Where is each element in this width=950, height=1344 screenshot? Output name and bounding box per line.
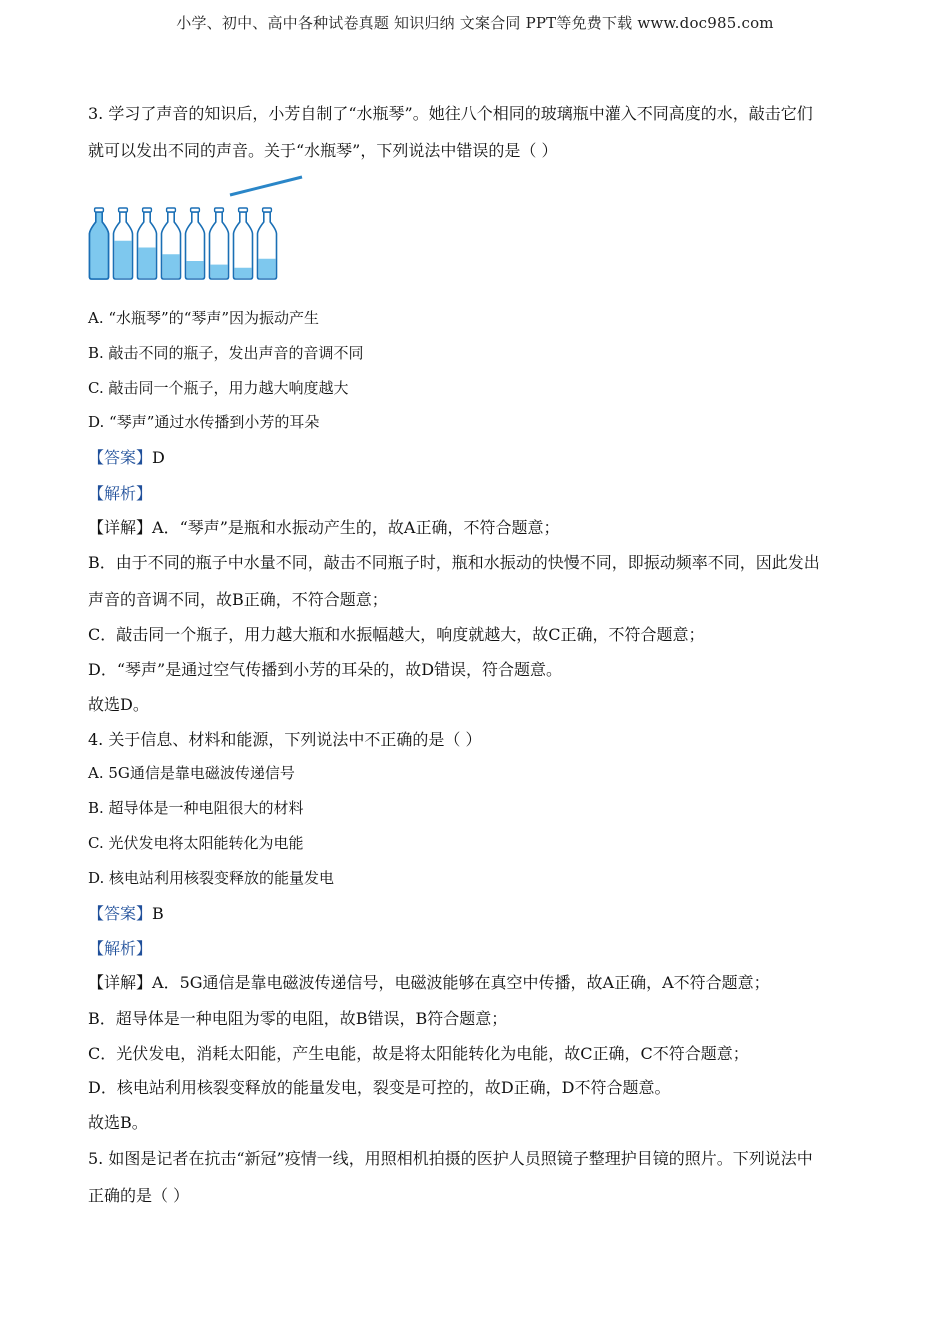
bottle-water	[115, 241, 132, 278]
q3-option-d: D. “琴声”通过水传播到小芳的耳朵	[88, 413, 320, 431]
q3-detail-line1	[88, 515, 560, 538]
q3-answer-row	[88, 445, 165, 468]
q4-analysis-row	[88, 936, 152, 959]
bottle-3	[138, 208, 157, 279]
q4-detail-line4: D．核电站利用核裂变释放的能量发电，裂变是可控的，故D正确，D不符合题意。	[88, 1078, 671, 1097]
bottle-water	[163, 254, 180, 278]
q4-option-c: C. 光伏发电将太阳能转化为电能	[88, 834, 304, 852]
bottle-rim	[191, 208, 200, 212]
q3-detail-line3: 声音的音调不同，故B正确，不符合题意；	[88, 590, 388, 609]
q4-answer-row	[88, 901, 164, 924]
bottle-water	[259, 259, 276, 278]
bottle-rim	[143, 208, 152, 212]
q4-option-b: B. 超导体是一种电阻很大的材料	[88, 799, 304, 817]
bottle-water	[139, 248, 156, 279]
bottle-5	[186, 208, 205, 279]
bottle-7	[234, 208, 253, 279]
bottle-1	[90, 208, 109, 279]
analysis-tag: 【解析】	[88, 939, 153, 958]
detail-tag: 【详解】	[88, 973, 153, 992]
bottle-6	[210, 208, 229, 279]
q4-option-d: D. 核电站利用核裂变释放的能量发电	[88, 869, 335, 887]
q4-detail-line1	[88, 970, 770, 993]
q3-conclusion: 故选D。	[88, 695, 149, 714]
q4-detail-text1: A．5G通信是靠电磁波传递信号，电磁波能够在真空中传播，故A正确，A不符合题意；	[152, 973, 770, 992]
bottle-8	[258, 208, 277, 279]
bottle-4	[162, 208, 181, 279]
q3-detail-text1: A．“琴声”是瓶和水振动产生的，故A正确，不符合题意；	[152, 518, 560, 537]
q3-analysis-row	[88, 481, 152, 504]
q3-stem-line2: 就可以发出不同的声音。关于“水瓶琴”，下列说法中错误的是（ ）	[88, 141, 558, 160]
q4-option-a: A. 5G通信是靠电磁波传递信号	[88, 764, 295, 782]
mallet	[230, 177, 302, 195]
q3-stem-line1: 3. 学习了声音的知识后，小芳自制了“水瓶琴”。她往八个相同的玻璃瓶中灌入不同高度的水，敲击它们	[88, 104, 813, 123]
page-header: 小学、初中、高中各种试卷真题 知识归纳 文案合同 PPT等免费下载 www.doc985.com	[176, 14, 774, 32]
bottle-rim	[263, 208, 272, 212]
q3-option-a: A. “水瓶琴”的“琴声”因为振动产生	[88, 309, 320, 327]
q4-detail-line3: C．光伏发电，消耗太阳能，产生电能，故是将太阳能转化为电能，故C正确，C不符合题意；	[88, 1044, 749, 1063]
q3-option-c: C. 敲击同一个瓶子，用力越大响度越大	[88, 379, 349, 397]
q3-detail-line4: C．敲击同一个瓶子，用力越大瓶和水振幅越大，响度就越大，故C正确，不符合题意；	[88, 625, 705, 644]
bottle-rim	[119, 208, 128, 212]
q5-stem-line2: 正确的是（ ）	[88, 1186, 190, 1205]
answer-tag: 【答案】	[88, 904, 153, 923]
answer-tag: 【答案】	[88, 448, 153, 467]
bottle-water	[235, 268, 252, 278]
detail-tag: 【详解】	[88, 518, 153, 537]
bottle-2	[114, 208, 133, 279]
bottle-water	[187, 261, 204, 278]
bottle-rim	[215, 208, 224, 212]
q4-stem: 4. 关于信息、材料和能源，下列说法中不正确的是（ ）	[88, 730, 482, 749]
analysis-tag: 【解析】	[88, 484, 153, 503]
q3-detail-line5: D．“琴声”是通过空气传播到小芳的耳朵的，故D错误，符合题意。	[88, 660, 563, 679]
bottle-water-full	[90, 212, 109, 279]
q3-answer-value: D	[152, 448, 165, 467]
q4-answer-value: B	[152, 904, 164, 923]
bottle-rim	[239, 208, 248, 212]
bottle-rim	[167, 208, 176, 212]
q3-detail-line2: B．由于不同的瓶子中水量不同，敲击不同瓶子时，瓶和水振动的快慢不同，即振动频率不同，因此发出	[88, 553, 820, 572]
bottle-rim	[95, 208, 104, 212]
q3-option-b: B. 敲击不同的瓶子，发出声音的音调不同	[88, 344, 364, 362]
bottle-water	[211, 265, 228, 278]
water-bottles-illustration	[86, 170, 316, 285]
q4-conclusion: 故选B。	[88, 1113, 148, 1132]
water-bottle-figure	[86, 170, 316, 285]
q4-detail-line2: B．超导体是一种电阻为零的电阻，故B错误，B符合题意；	[88, 1009, 508, 1028]
q5-stem-line1: 5. 如图是记者在抗击“新冠”疫情一线，用照相机拍摄的医护人员照镜子整理护目镜的照片。下列说法中	[88, 1149, 813, 1168]
